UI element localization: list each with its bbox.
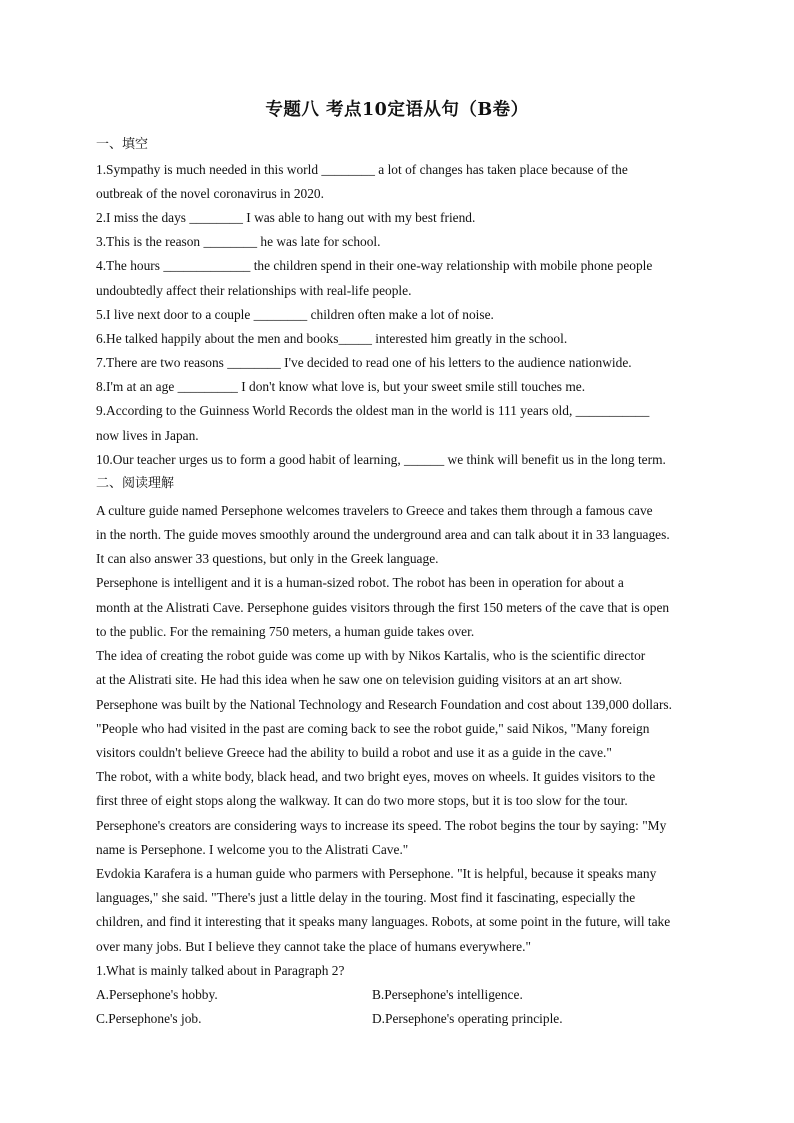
- section-heading-reading: 二、阅读理解: [96, 476, 175, 491]
- option-a: A.Persephone's hobby.: [96, 987, 218, 1002]
- fill-blank-line: undoubtedly affect their relationships with real-life people.: [96, 283, 412, 298]
- passage-line: Evdokia Karafera is a human guide who parmers with Persephone. "It is helpful, because it speaks many: [96, 866, 657, 881]
- passage-line: visitors couldn't believe Greece had the ability to build a robot and use it as a guide in the cave.": [96, 745, 612, 760]
- fill-blank-line: 6.He talked happily about the men and books_____ interested him greatly in the school.: [96, 331, 568, 346]
- fill-blank-line: outbreak of the novel coronavirus in 2020.: [96, 186, 324, 201]
- passage-line: "People who had visited in the past are coming back to see the robot guide," said Nikos, "Many foreign: [96, 721, 650, 736]
- fill-blank-line: 10.Our teacher urges us to form a good habit of learning, ______ we think will benefit us in the long term.: [96, 452, 666, 467]
- passage-line: name is Persephone. I welcome you to the Alistrati Cave.": [96, 842, 409, 857]
- passage-line: to the public. For the remaining 750 meters, a human guide takes over.: [96, 624, 475, 639]
- fill-blank-line: 2.I miss the days ________ I was able to hang out with my best friend.: [96, 210, 476, 225]
- fill-blank-line: 3.This is the reason ________ he was late for school.: [96, 234, 381, 249]
- passage-line: Persephone is intelligent and it is a human-sized robot. The robot has been in operation for about a: [96, 575, 624, 590]
- passage-line: A culture guide named Persephone welcomes travelers to Greece and takes them through a famous cave: [96, 503, 653, 518]
- passage-line: month at the Alistrati Cave. Persephone guides visitors through the first 150 meters of the cave that is open: [96, 600, 670, 615]
- passage-line: first three of eight stops along the walkway. It can do two more stops, but it is too slow for the tour.: [96, 793, 628, 808]
- fill-blank-line: 7.There are two reasons ________ I've decided to read one of his letters to the audience nationwide.: [96, 355, 632, 370]
- passage-line: The idea of creating the robot guide was come up with by Nikos Kartalis, who is the scientific director: [96, 648, 646, 663]
- passage-line: over many jobs. But I believe they cannot take the place of humans everywhere.": [96, 939, 531, 954]
- passage-line: Persephone was built by the National Technology and Research Foundation and cost about 139,000 dollars.: [96, 697, 672, 712]
- passage-line: children, and find it interesting that it speaks many languages. Robots, at some point in the future, will take: [96, 914, 671, 929]
- passage-line: at the Alistrati site. He had this idea when he saw one on television guiding visitors at an art show.: [96, 672, 623, 687]
- passage-line: in the north. The guide moves smoothly around the underground area and can talk about it in 33 languages.: [96, 527, 670, 542]
- question-stem: 1.What is mainly talked about in Paragraph 2?: [96, 963, 345, 978]
- fill-blank-line: now lives in Japan.: [96, 428, 199, 443]
- fill-blank-line: 1.Sympathy is much needed in this world ________ a lot of changes has taken place because of the: [96, 162, 628, 177]
- section-heading-fill-blank: 一、填空: [96, 137, 149, 152]
- option-b: B.Persephone's intelligence.: [372, 987, 523, 1002]
- passage-line: Persephone's creators are considering ways to increase its speed. The robot begins the tour by saying: "My: [96, 818, 667, 833]
- document-title: 专题八 考点10定语从句（B卷）: [265, 100, 529, 120]
- fill-blank-line: 9.According to the Guinness World Records the oldest man in the world is 111 years old, ___________: [96, 403, 650, 418]
- passage-line: It can also answer 33 questions, but only in the Greek language.: [96, 551, 439, 566]
- fill-blank-line: 4.The hours _____________ the children spend in their one-way relationship with mobile phone people: [96, 258, 653, 273]
- fill-blank-line: 5.I live next door to a couple ________ children often make a lot of noise.: [96, 307, 494, 322]
- passage-line: languages," she said. "There's just a little delay in the touring. Most find it fascinating, especially the: [96, 890, 636, 905]
- fill-blank-line: 8.I'm at an age _________ I don't know what love is, but your sweet smile still touches me.: [96, 379, 586, 394]
- passage-line: The robot, with a white body, black head, and two bright eyes, moves on wheels. It guides visitors to the: [96, 769, 656, 784]
- option-c: C.Persephone's job.: [96, 1011, 202, 1026]
- option-d: D.Persephone's operating principle.: [372, 1011, 563, 1026]
